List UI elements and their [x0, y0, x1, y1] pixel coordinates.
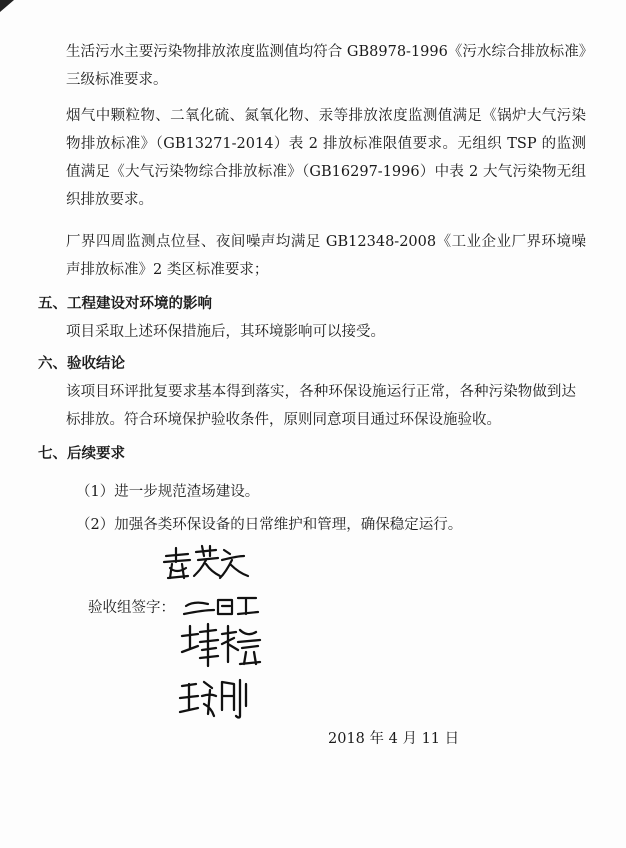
paragraph-noise: 厂界四周监测点位昼、夜间噪声均满足 GB12348-2008《工业企业厂界环境噪声排放标准》2 类区标准要求； [66, 234, 586, 278]
signature-3 [180, 622, 262, 672]
section-6-heading: 六、验收结论 [38, 356, 125, 372]
section-7-heading: 七、后续要求 [38, 446, 125, 462]
signature-1 [158, 542, 250, 584]
document-date: 2018 年 4 月 11 日 [328, 731, 460, 747]
signature-2 [182, 594, 262, 620]
signature-label: 验收组签字： [88, 600, 175, 616]
paragraph-flue-gas: 烟气中颗粒物、二氧化硫、氮氧化物、汞等排放浓度监测值满足《锅炉大气污染物排放标准》（GB13271-2014）表 2 排放标准限值要求。无组织 TSP 的监测值满足《大气污染物综合排放标准》（GB16297-1996）中表 2 大气污染物无组织排放要求。 [66, 108, 586, 208]
section-5-heading: 五、工程建设对环境的影响 [38, 296, 212, 312]
signature-4 [178, 676, 250, 720]
section-5-body: 项目采取上述环保措施后，其环境影响可以接受。 [66, 324, 385, 340]
section-6-body: 该项目环评批复要求基本得到落实，各种环保设施运行正常，各种污染物做到达标排放。符合环境保护验收条件，原则同意项目通过环保设施验收。 [66, 384, 576, 428]
paragraph-wastewater: 生活污水主要污染物排放浓度监测值均符合 GB8978-1996《污水综合排放标准》三级标准要求。 [66, 44, 586, 88]
page-corner-mark [0, 0, 14, 12]
follow-up-item-2: （2）加强各类环保设备的日常维护和管理，确保稳定运行。 [76, 517, 463, 533]
follow-up-item-1: （1）进一步规范渣场建设。 [76, 484, 260, 500]
